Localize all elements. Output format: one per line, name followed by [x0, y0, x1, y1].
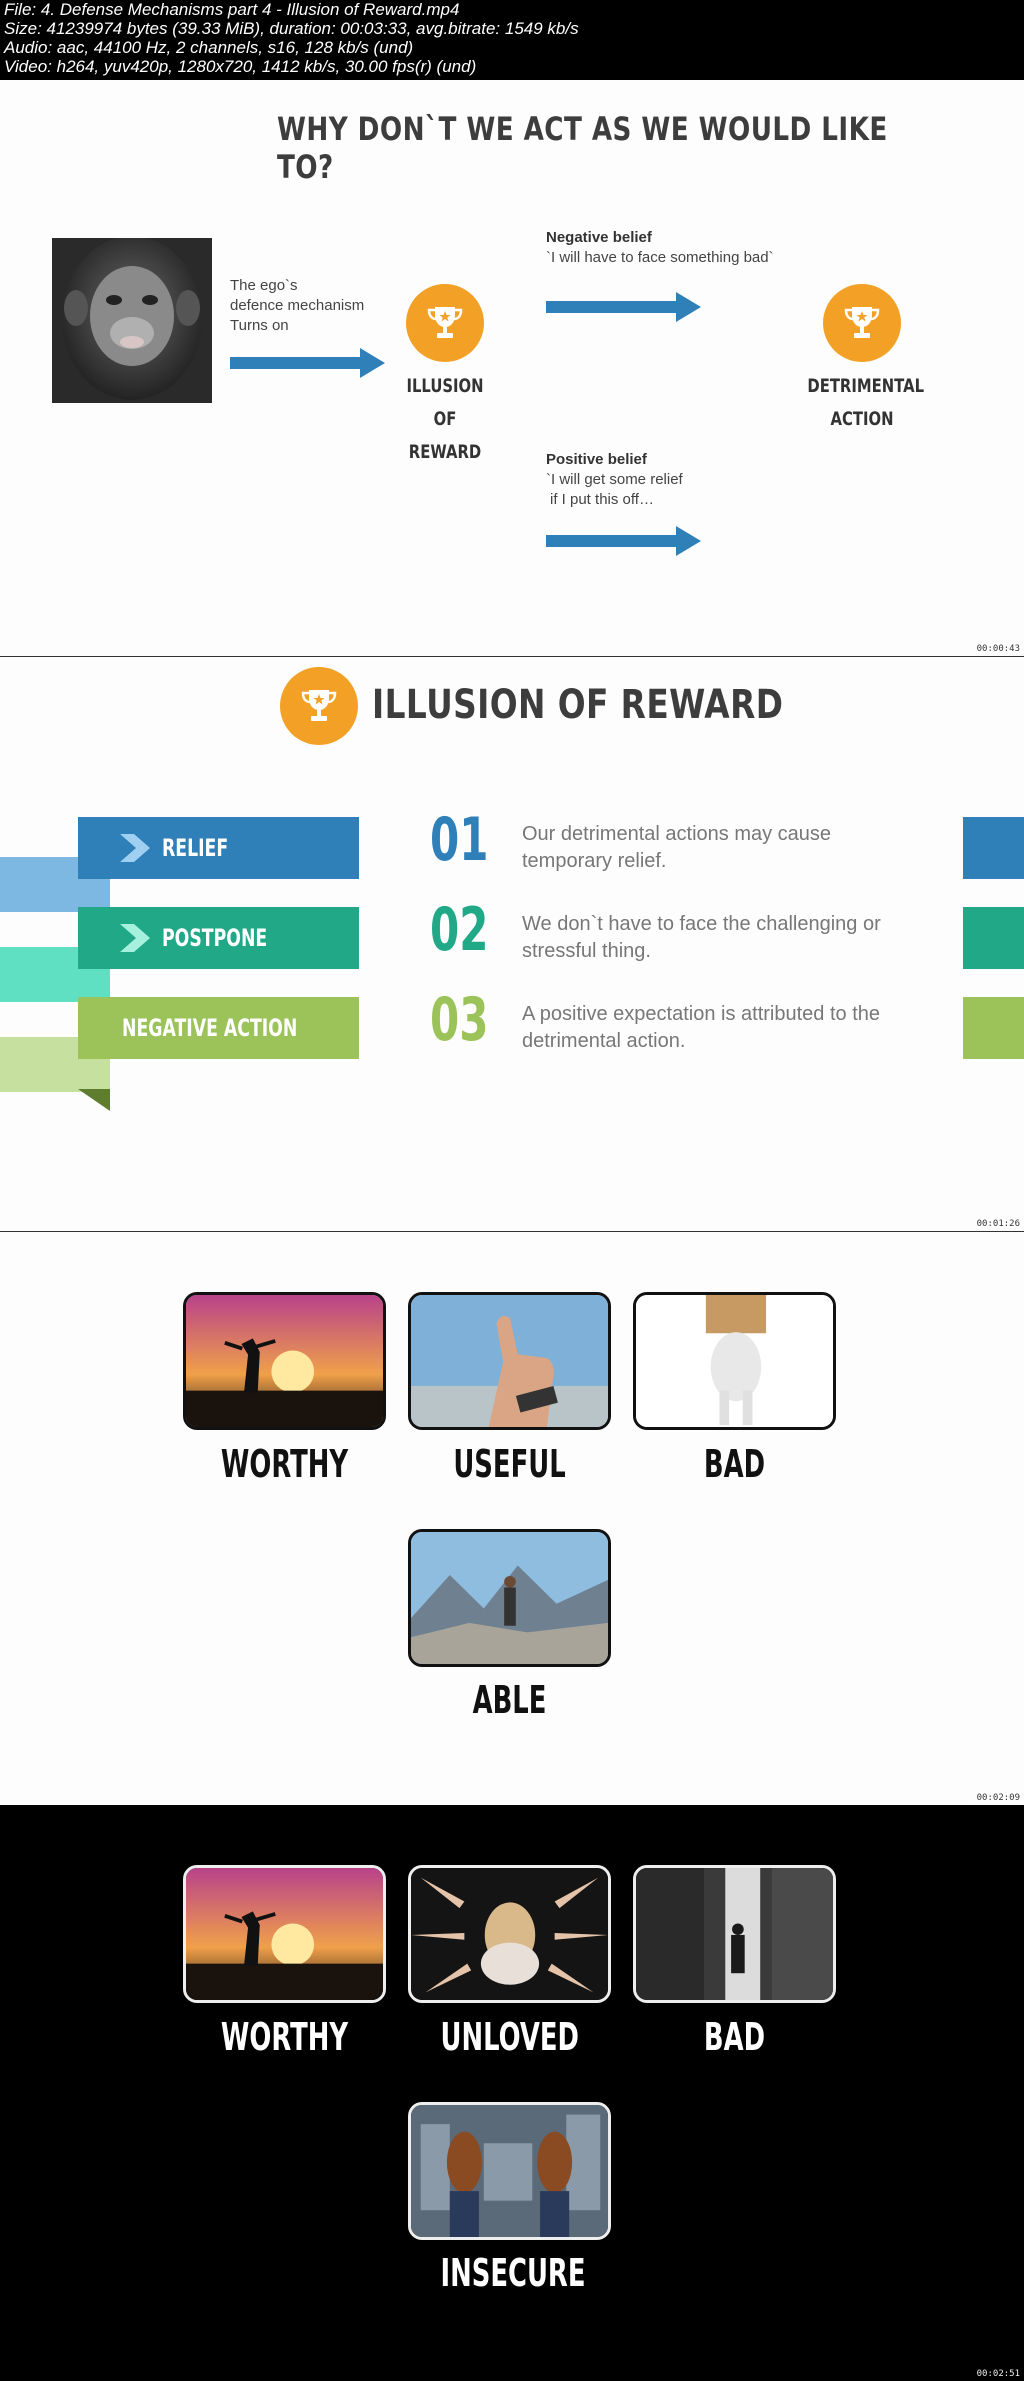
word-label: BAD	[703, 1442, 766, 1486]
file-size: Size: 41239974 bytes (39.33 MiB), duration: 00:03:33, avg.bitrate: 1549 kb/s	[4, 19, 579, 38]
feet-over-city-image	[408, 2102, 611, 2240]
row-description: We don`t have to face the challenging or stressful thing.	[522, 913, 881, 962]
ego-text: The ego`s defence mechanism Turns on	[230, 277, 365, 334]
file-name: File: 4. Defense Mechanisms part 4 - Illusion of Reward.mp4	[4, 0, 460, 19]
timestamp: 00:01:26	[976, 1219, 1020, 1229]
slide-title: WHY DON`T WE ACT AS WE WOULD LIKE TO?	[277, 110, 888, 186]
word-label: INSECURE	[440, 2251, 586, 2295]
ribbon-label: NEGATIVE ACTION	[122, 1014, 298, 1042]
slide-negative-words	[0, 1805, 1024, 2381]
word-label: WORTHY	[220, 1442, 349, 1486]
timestamp: 00:00:43	[976, 644, 1020, 654]
arrow-right-icon	[230, 348, 385, 370]
slide-illusion-of-reward	[0, 656, 1024, 1231]
ribbon-label: POSTPONE	[162, 924, 268, 952]
mountain-hiker-image	[408, 1529, 611, 1667]
illusion-label: ILLUSION OF REWARD	[406, 375, 484, 463]
sunset-silhouette-image	[183, 1292, 386, 1430]
positive-belief: Positive belief `I will get some relief if I put this off…	[546, 451, 683, 508]
trophy-icon	[823, 284, 901, 362]
word-label: UNLOVED	[440, 2015, 580, 2059]
detrimental-label: DETRIMENTAL ACTION	[807, 375, 925, 430]
row-number: 03	[430, 985, 489, 1055]
trophy-icon	[280, 667, 358, 745]
trophy-icon	[406, 284, 484, 362]
word-label: ABLE	[472, 1678, 547, 1722]
slide-title: ILLUSION OF REWARD	[372, 682, 784, 728]
timestamp: 00:02:51	[976, 2369, 1020, 2379]
slide-positive-words	[0, 1231, 1024, 1805]
video-info: Video: h264, yuv420p, 1280x720, 1412 kb/s, 30.00 fps(r) (und)	[4, 57, 477, 76]
row-number: 01	[430, 805, 489, 875]
chevron-right-icon	[120, 834, 160, 862]
word-label: WORTHY	[220, 2015, 349, 2059]
timestamp: 00:02:09	[976, 1793, 1020, 1803]
chimpanzee-image	[52, 238, 212, 403]
arrow-right-icon	[546, 526, 701, 548]
negative-belief: Negative belief `I will have to face something bad`	[546, 229, 774, 266]
word-label: BAD	[703, 2015, 766, 2059]
chevron-right-icon	[120, 924, 160, 952]
pointing-fingers-image	[408, 1865, 611, 2003]
ribbon-label: RELIEF	[162, 834, 229, 862]
thumbs-up-image	[408, 1292, 611, 1430]
slide-why-dont-we-act	[0, 80, 1024, 656]
audio-info: Audio: aac, 44100 Hz, 2 channels, s16, 128 kb/s (und)	[4, 38, 414, 57]
box-head-figure-image	[633, 1292, 836, 1430]
row-description: A positive expectation is attributed to the detrimental action.	[522, 1003, 880, 1052]
row-number: 02	[430, 895, 489, 965]
arrow-right-icon	[546, 292, 701, 314]
row-description: Our detrimental actions may cause temporary relief.	[522, 823, 832, 872]
file-info-header	[0, 0, 1024, 80]
waterfall-figure-image	[633, 1865, 836, 2003]
sunset-silhouette-image	[183, 1865, 386, 2003]
word-label: USEFUL	[453, 1442, 566, 1486]
